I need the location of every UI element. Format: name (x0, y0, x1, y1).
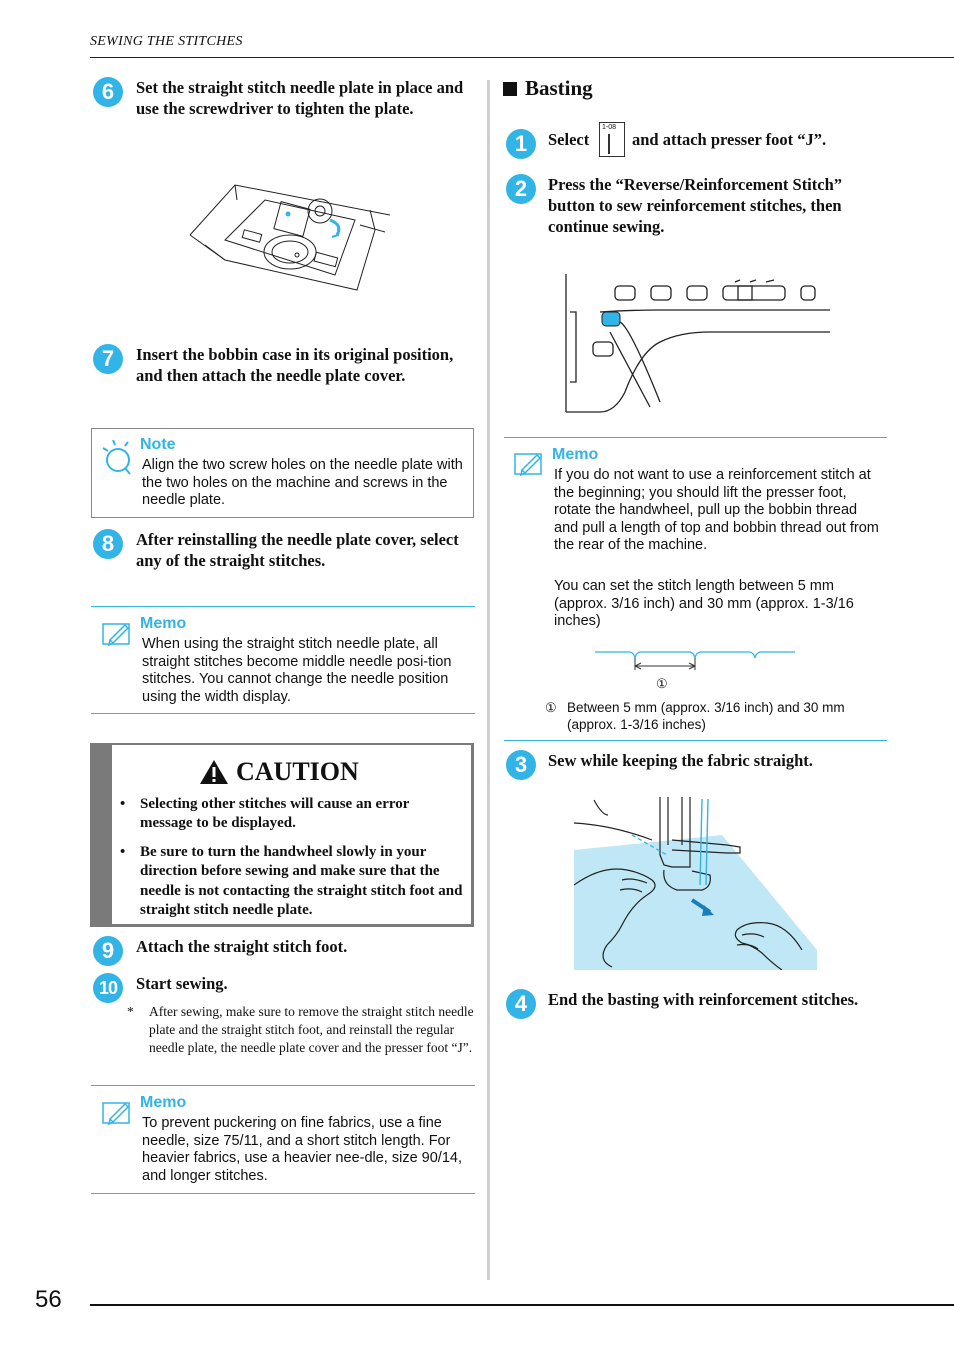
memo2-top-rule (91, 1085, 475, 1086)
basting-memo-p1: If you do not want to use a reinforcement stitch at the beginning; you should lift the presser foot, rotate the handwheel, pull up the bobbin thread and pull a length of top and bobbin thread out from the rear of the machine. (554, 467, 879, 554)
basting-memo-top-rule (504, 437, 887, 438)
after-note-marker: * (127, 1004, 134, 1019)
warning-icon (198, 758, 230, 786)
basting-memo-p2: You can set the stitch length between 5 mm (approx. 3/16 inch) and 30 mm (approx. 1-3/16 inches) (554, 578, 854, 630)
step-10-text: Start sewing. (136, 974, 228, 993)
step-6-badge: 6 (93, 77, 123, 107)
basting-step-1-text: and attach presser foot “J”. (632, 130, 827, 149)
memo2-bottom-rule (91, 1193, 475, 1194)
reverse-button-illustration (560, 272, 835, 417)
section-square-icon (503, 82, 517, 96)
step-7-badge: 7 (93, 344, 123, 374)
needle-plate-illustration (185, 180, 400, 300)
basting-step-1-badge: 1 (506, 129, 536, 159)
caution-item: • Be sure to turn the handwheel slowly in your direction before sewing and make sure that the needle is not contacting the straight stitch foot and straight stitch needle plate. (112, 843, 464, 921)
stitch-key-line (608, 134, 610, 154)
memo1-title: Memo (140, 615, 187, 632)
caution-box (90, 743, 474, 927)
step-7-text: Insert the bobbin case in its original position, and then attach the needle plate cover. (136, 345, 454, 385)
step-8-text: After reinstalling the needle plate cover, select any of the straight stitches. (136, 530, 459, 570)
stitch-length-diagram (590, 644, 800, 674)
caution-list (112, 795, 464, 929)
step-8-badge: 8 (93, 529, 123, 559)
step-9-text: Attach the straight stitch foot. (136, 937, 348, 956)
column-divider (487, 80, 490, 1280)
stitch-key-code: 1-08 (602, 124, 617, 131)
basting-memo-title: Memo (552, 446, 599, 463)
callout-legend-text: Between 5 mm (approx. 3/16 inch) and 30 mm (approx. 1-3/16 inches) (567, 700, 845, 732)
page-number: 56 (35, 1286, 62, 1313)
memo1-bottom-rule (91, 713, 475, 714)
stitch-key-icon (599, 122, 625, 157)
memo-pencil-icon (513, 450, 545, 478)
caution-title: CAUTION (236, 757, 359, 786)
memo2-text: To prevent puckering on fine fabrics, use a fine needle, size 75/11, and a short stitch length. For heavier fabrics, use a heavier nee-dle, size 90/14, and longer stitches. (142, 1115, 462, 1184)
running-header: SEWING THE STITCHES (90, 34, 243, 49)
basting-step-2-badge: 2 (506, 174, 536, 204)
basting-step-3-badge: 3 (506, 750, 536, 780)
caution-item: • Selecting other stitches will cause an error message to be displayed. (112, 795, 464, 834)
caution-content (112, 745, 471, 924)
note-title: Note (140, 436, 176, 453)
memo1-top-rule (91, 606, 475, 607)
memo2-title: Memo (140, 1094, 187, 1111)
memo1-text: When using the straight stitch needle plate, all straight stitches become middle needle posi-tion stitches. You cannot change the needle position using the width display. (142, 636, 452, 705)
basting-step-3-text: Sew while keeping the fabric straight. (548, 751, 813, 770)
sewing-fabric-illustration (572, 795, 817, 970)
diagram-callout-number: ① (656, 676, 668, 691)
basting-step-4-badge: 4 (506, 989, 536, 1019)
step-9-badge: 9 (93, 936, 123, 966)
callout-legend-number: ① (545, 700, 557, 715)
step-6-text: Set the straight stitch needle plate in place and use the screwdriver to tighten the plate. (136, 78, 464, 118)
header-rule (90, 57, 954, 58)
section-title-basting (503, 76, 593, 101)
caution-heading (198, 757, 359, 787)
memo-pencil-icon (101, 1099, 133, 1127)
step-10-badge: 10 (93, 973, 123, 1003)
section-title-text: Basting (525, 76, 593, 100)
after-note-text: After sewing, make sure to remove the straight stitch needle plate and the straight stitch foot, and reinstall the regular needle plate, the needle plate cover and the presser foot “J”. (149, 1004, 474, 1055)
basting-memo-bottom-rule (504, 740, 887, 741)
note-text: Align the two screw holes on the needle plate with the two holes on the machine and screws in the needle plate. (142, 457, 463, 509)
memo-pencil-icon (101, 620, 133, 648)
basting-step-2-text: Press the “Reverse/Reinforcement Stitch” button to sew reinforcement stitches, then continue sewing. (548, 175, 843, 236)
lightbulb-icon (100, 438, 134, 476)
basting-step-4-text: End the basting with reinforcement stitches. (548, 990, 859, 1009)
footer-rule (90, 1304, 954, 1306)
basting-step-1-select: Select (548, 130, 590, 149)
